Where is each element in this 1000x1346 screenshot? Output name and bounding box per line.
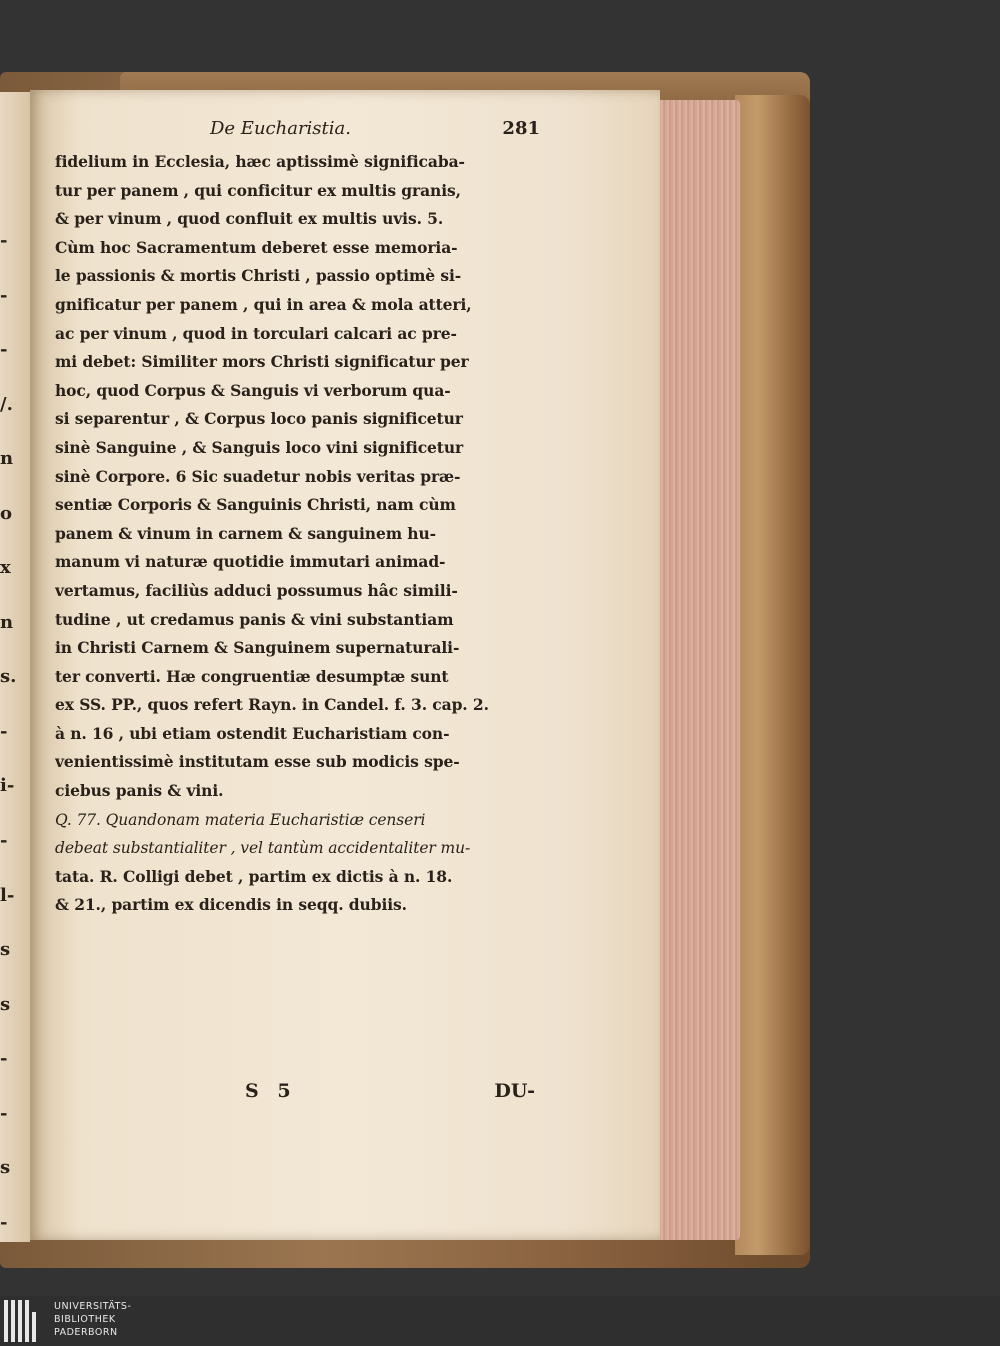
text-line: hoc, quod Corpus & Sanguis vi verborum qua- (55, 380, 451, 400)
signature-mark: S 5 (245, 1080, 297, 1102)
running-header (210, 118, 540, 144)
left-margin-fragment: - (0, 1102, 8, 1124)
left-margin-fragment: n (0, 611, 14, 633)
text-line: manum vi naturæ quotidie immutari animad- (55, 552, 446, 572)
left-margin-fragment: - (0, 720, 8, 742)
text-line: tata. R. Colligi debet , partim ex dictis à n. 18. (55, 866, 453, 886)
left-margin-fragment: l- (0, 884, 15, 906)
text-line: Cùm hoc Sacramentum deberet esse memoria- (55, 237, 458, 257)
text-line: panem & vinum in carnem & sanguinem hu- (55, 523, 436, 543)
text-line: venientissimè institutam esse sub modicis spe- (55, 752, 460, 772)
text-line: sinè Sanguine , & Sanguis loco vini significetur (55, 437, 464, 457)
left-margin-fragment: - (0, 284, 8, 306)
left-margin-fragment: o (0, 502, 13, 524)
text-line: si separentur , & Corpus loco panis significetur (55, 409, 463, 429)
left-margin-fragment: n (0, 448, 14, 470)
text-line: sinè Corpore. 6 Sic suadetur nobis veritas præ- (55, 466, 461, 486)
left-facing-page (0, 92, 30, 1242)
text-line: mi debet: Similiter mors Christi significatur per (55, 352, 469, 372)
page-footer (55, 1080, 535, 1110)
left-margin-fragment: s (0, 1157, 11, 1179)
left-margin-fragment: - (0, 1048, 8, 1070)
text-line: gnificatur per panem , qui in area & mola atteri, (55, 294, 472, 314)
left-margin-fragment: i- (0, 775, 15, 797)
text-line: & per vinum , quod confluit ex multis uvis. 5. (55, 209, 444, 229)
library-logo-icon (4, 1300, 44, 1342)
text-line: à n. 16 , ubi etiam ostendit Eucharistiam con- (55, 723, 450, 743)
text-line: vertamus, faciliùs adduci possumus hâc simili- (55, 580, 458, 600)
left-margin-fragment: /. (0, 393, 13, 415)
library-logo-bar (0, 1296, 1000, 1346)
library-logo-line1: UNIVERSITÄTS- (54, 1301, 132, 1312)
text-line: & 21., partim ex dicendis in seqq. dubiis. (55, 895, 407, 915)
catchword: DU- (494, 1080, 535, 1102)
left-margin-fragment: - (0, 1211, 8, 1233)
text-line: tudine , ut credamus panis & vini substantiam (55, 609, 454, 629)
text-line: Q. 77. Quandonam materia Eucharistiæ censeri (55, 810, 426, 829)
text-line: debeat substantialiter , vel tantùm accidentaliter mu- (55, 839, 471, 858)
library-logo-line3: PADERBORN (54, 1327, 118, 1338)
library-logo-line2: BIBLIOTHEK (54, 1314, 116, 1325)
text-line: in Christi Carnem & Sanguinem supernaturali- (55, 638, 460, 658)
left-margin-fragment: s (0, 939, 11, 961)
running-title: De Eucharistia. (210, 118, 351, 139)
left-margin-fragment: - (0, 339, 8, 361)
library-logo-text (54, 1300, 131, 1339)
text-line: ex SS. PP., quos refert Rayn. in Candel. f. 3. cap. 2. (55, 695, 489, 715)
page-stack-fore-edge (660, 100, 740, 1240)
left-margin-fragment: s. (0, 666, 17, 688)
text-line: ter converti. Hæ congruentiæ desumptæ sunt (55, 666, 449, 686)
page-body-text (55, 148, 535, 920)
text-line: fidelium in Ecclesia, hæc aptissimè significaba- (55, 152, 465, 171)
left-page-clipped-text (0, 230, 17, 1233)
text-line: ciebus panis & vini. (55, 781, 224, 801)
page-number: 281 (502, 118, 540, 139)
text-line: ac per vinum , quod in torculari calcari ac pre- (55, 323, 457, 343)
left-margin-fragment: s (0, 993, 11, 1015)
left-margin-fragment: - (0, 230, 8, 251)
book-cover-right-edge (735, 95, 810, 1255)
left-margin-fragment: - (0, 830, 8, 852)
text-line: sentiæ Corporis & Sanguinis Christi, nam cùm (55, 495, 456, 515)
text-line: tur per panem , qui conficitur ex multis granis, (55, 180, 461, 200)
left-margin-fragment: x (0, 557, 11, 579)
text-line: le passionis & mortis Christi , passio optimè si- (55, 266, 462, 286)
